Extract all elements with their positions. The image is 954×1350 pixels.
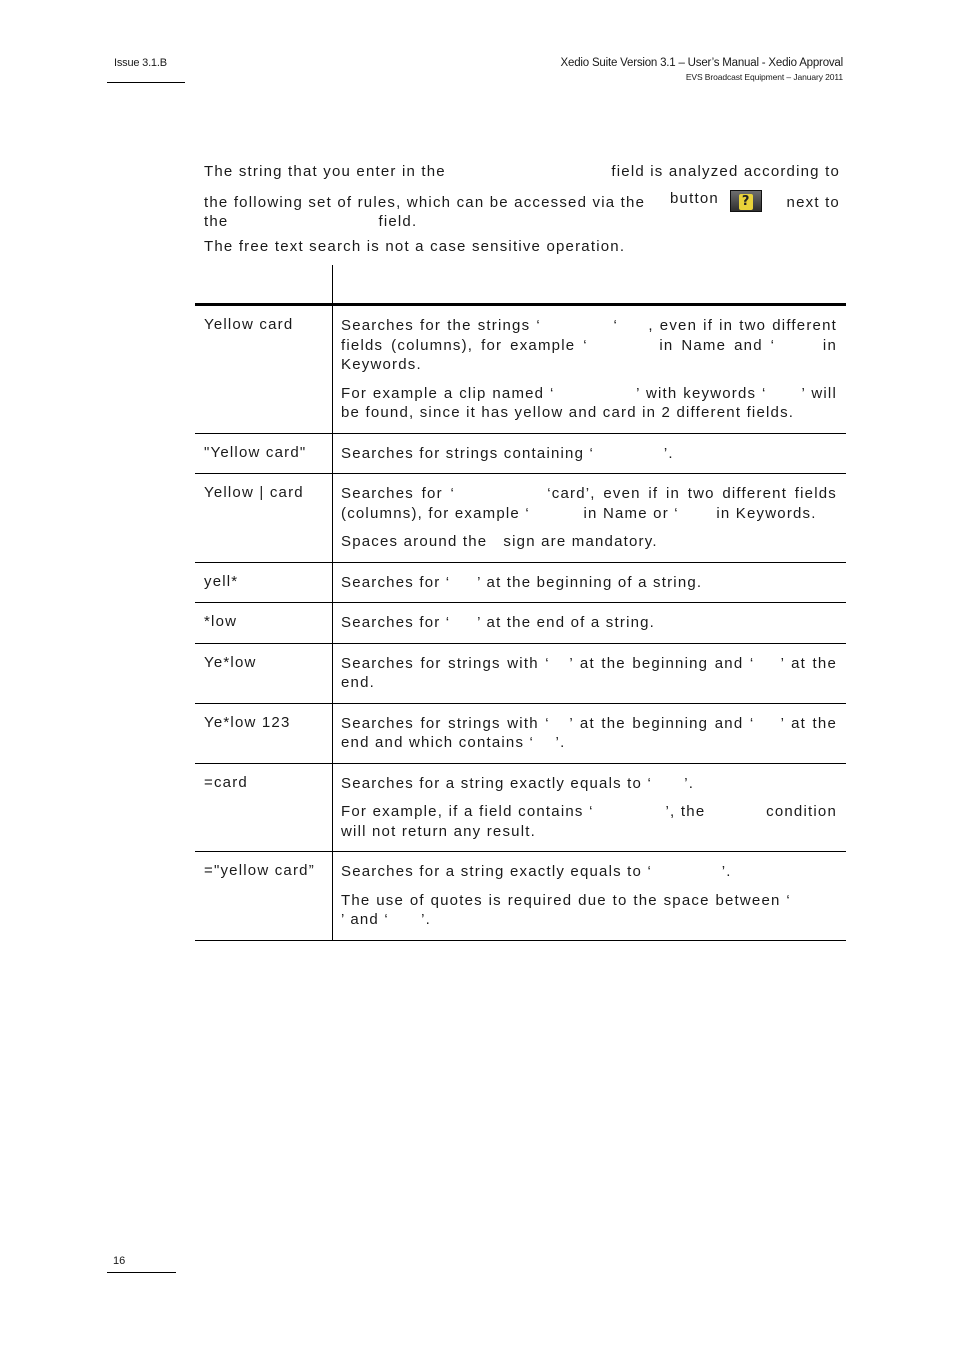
question-mark-icon[interactable]: [730, 190, 762, 212]
table-row: [195, 305, 846, 434]
rule-description-paragraph: Searches for strings with ‘ ’ at the beginning and ‘ ’ at the end.: [341, 654, 837, 691]
rule-description-paragraph: Spaces around the sign are mandatory.: [341, 533, 658, 550]
case-sensitivity-note: The free text search is not a case sensitive operation.: [204, 238, 626, 255]
header-left-rule: [107, 82, 185, 83]
manual-title: Xedio Suite Version 3.1 – User’s Manual - Xedio Approval: [560, 57, 843, 69]
rule-description-paragraph: Searches for ‘ ‘card’, even if in two different fields (columns), for example ‘ in Name or ‘ in Keywords.: [341, 485, 837, 522]
rule-description: [333, 763, 847, 852]
rule-description-paragraph: Searches for strings with ‘ ’ at the beginning and ‘ ’ at the end and which contains ‘ ’.: [341, 714, 837, 751]
search-example: Yellow card: [195, 305, 333, 434]
table-row: [195, 474, 846, 563]
table-row: [195, 562, 846, 603]
rule-description: [333, 703, 847, 763]
help-glyph: ?: [739, 194, 753, 210]
intro-line2-right: next to: [786, 194, 840, 211]
search-example: ="yellow card”: [195, 852, 333, 941]
intro-paragraph: [204, 162, 840, 231]
header-cell-description: [333, 265, 847, 305]
rule-description-paragraph: Searches for ‘ ’ at the end of a string.: [341, 614, 656, 631]
intro-line3-left: the: [204, 213, 229, 230]
table-row: [195, 852, 846, 941]
manual-subtitle: EVS Broadcast Equipment – January 2011: [685, 72, 843, 82]
search-example: Yellow | card: [195, 474, 333, 563]
rule-description: [333, 852, 847, 941]
search-example: Ye*low: [195, 643, 333, 703]
search-example: =card: [195, 763, 333, 852]
table-row: [195, 603, 846, 644]
intro-line3-right: field.: [378, 213, 418, 230]
page-number: 16: [113, 1255, 126, 1267]
table-header-row: [195, 265, 846, 305]
rule-description: [333, 562, 847, 603]
intro-line1-left: The string that you enter in the: [204, 163, 446, 180]
search-example: "Yellow card": [195, 433, 333, 474]
rule-description: [333, 305, 847, 434]
intro-line2-left: the following set of rules, which can be accessed via the: [204, 194, 646, 211]
search-example: *low: [195, 603, 333, 644]
issue-label: Issue 3.1.B: [114, 57, 167, 69]
header-cell-example: [195, 265, 333, 305]
search-example: Ye*low 123: [195, 703, 333, 763]
table-row: [195, 763, 846, 852]
rule-description: [333, 603, 847, 644]
rule-description: [333, 433, 847, 474]
rule-description-paragraph: Searches for the strings ‘ ‘ , even if in two different fields (columns), for example ‘ in Name and ‘ in Keywords.: [341, 317, 837, 373]
intro-line2-mid: button: [670, 190, 719, 207]
rule-description-paragraph: For example, if a field contains ‘ ’, the condition will not return any result.: [341, 803, 837, 840]
rule-description-paragraph: Searches for a string exactly equals to ‘ ’.: [341, 774, 695, 792]
rule-description-paragraph: For example a clip named ‘ ’ with keywords ‘ ’ will be found, since it has yellow and card in 2 different fields.: [341, 384, 837, 421]
footer-rule: [107, 1272, 176, 1273]
table-row: [195, 643, 846, 703]
rule-description-paragraph: Searches for strings containing ‘ ’.: [341, 444, 674, 462]
rule-description: [333, 643, 847, 703]
running-header: [561, 57, 843, 82]
table-row: [195, 703, 846, 763]
table-row: [195, 433, 846, 474]
search-example: yell*: [195, 562, 333, 603]
rule-description-paragraph: Searches for a string exactly equals to ‘ ’.: [341, 863, 732, 880]
rule-description-paragraph: The use of quotes is required due to the space between ‘ ’ and ‘ ’.: [341, 891, 837, 928]
rule-description: [333, 474, 847, 563]
intro-line1-right: field is analyzed according to: [611, 163, 840, 180]
rule-description-paragraph: Searches for ‘ ’ at the beginning of a string.: [341, 573, 703, 591]
search-rules-table: [195, 265, 846, 941]
